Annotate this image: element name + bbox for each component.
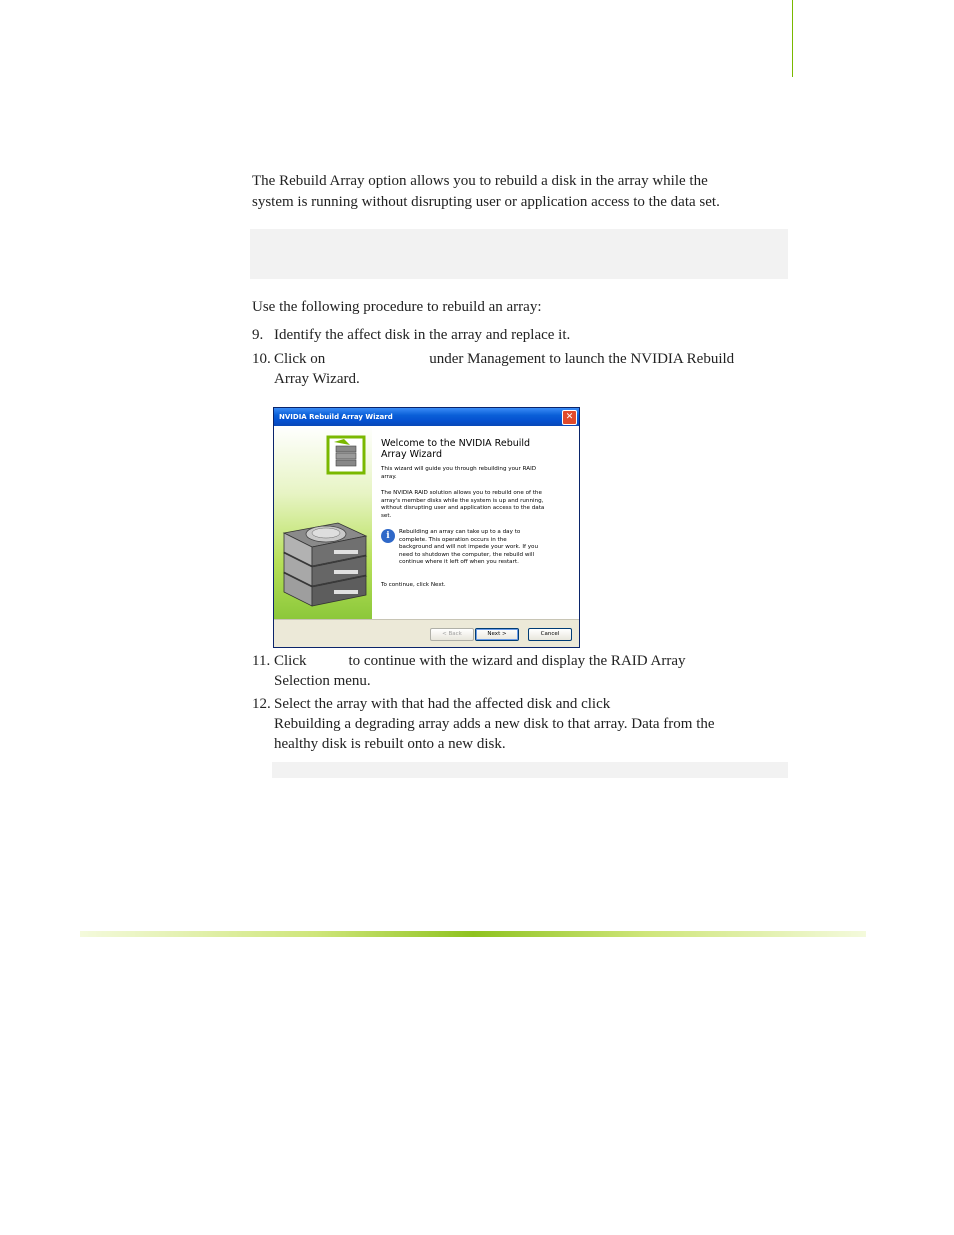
step-12 (252, 694, 792, 754)
wizard-text-line: The NVIDIA RAID solution allows you to rebuild one of the (381, 490, 542, 496)
wizard-info-text (399, 529, 571, 567)
step-text-line-3: healthy disk is rebuilt onto a new disk. (274, 736, 506, 752)
wizard-title-bar (274, 408, 579, 426)
step-11 (252, 651, 792, 691)
wizard-heading-line-1: Welcome to the NVIDIA Rebuild (381, 438, 531, 449)
wizard-text-line: array's member disks while the system is up and running, (381, 497, 544, 504)
wizard-text-line: This wizard will guide you through rebuilding your RAID (381, 466, 537, 472)
wizard-text-line: complete. This operation occurs in the (399, 536, 507, 543)
wizard-text-line: continue where it left off when you restart. (399, 559, 519, 565)
wizard-text-line: array. (381, 473, 397, 480)
wizard-heading-line-2: Array Wizard (381, 449, 443, 460)
wizard-text-line: need to shutdown the computer, the rebuild will (399, 551, 535, 558)
step-text-line-2: Selection menu. (274, 673, 371, 689)
note-box (250, 229, 788, 279)
wizard-description-text (381, 490, 561, 520)
close-icon[interactable]: ✕ (562, 410, 577, 425)
step-number: 9. (252, 327, 264, 343)
header-accent-line (792, 0, 793, 77)
wizard-text-line: without disrupting user and application access to the data (381, 505, 545, 511)
wizard-title: NVIDIA Rebuild Array Wizard (279, 413, 393, 421)
step-text-line-1: Select the array with that had the affected disk and click (274, 696, 611, 712)
info-icon: i (381, 529, 395, 543)
step-text-post: to continue with the wizard and display the RAID Array (348, 653, 686, 669)
step-number: 12. (252, 696, 271, 712)
wizard-content (372, 426, 579, 619)
back-button[interactable]: < Back (430, 628, 474, 641)
wizard-button-bar (274, 619, 579, 648)
intro-line-1: The Rebuild Array option allows you to rebuild a disk in the array while the (252, 173, 708, 189)
step-text-line-2: Rebuilding a degrading array adds a new disk to that array. Data from the (274, 716, 715, 732)
rebuild-array-wizard-window (273, 407, 580, 648)
wizard-text-line: background and will not impede your work. If you (399, 544, 539, 550)
step-text-post: under Management to launch the NVIDIA Rebuild (429, 351, 735, 367)
step-text-pre: Click on (274, 351, 326, 367)
step-text: Identify the affect disk in the array and replace it. (274, 327, 571, 343)
step-number: 11. (252, 653, 271, 669)
wizard-intro-text (381, 466, 561, 481)
cancel-button[interactable]: Cancel (528, 628, 572, 641)
disk-stack-icon (274, 426, 372, 619)
step-number: 10. (252, 351, 271, 367)
wizard-text-line: Rebuilding an array can take up to a day to (399, 529, 521, 535)
step-9 (252, 325, 792, 345)
step-text-pre: Click (274, 653, 307, 669)
procedure-intro: Use the following procedure to rebuild an array: (252, 299, 542, 315)
step-10 (252, 349, 792, 389)
step-text-line-2: Array Wizard. (274, 371, 360, 387)
wizard-heading (381, 438, 571, 460)
intro-line-2: system is running without disrupting user or application access to the data set. (252, 194, 720, 210)
large-disk-stack-icon (284, 523, 366, 606)
wizard-continue-text: To continue, click Next. (381, 582, 446, 588)
next-button[interactable]: Next > (475, 628, 519, 641)
note-box-2 (272, 762, 788, 778)
wizard-side-panel (274, 426, 372, 619)
footer-gradient-bar (80, 931, 866, 937)
intro-paragraph (252, 171, 792, 213)
wizard-text-line: set. (381, 512, 392, 519)
